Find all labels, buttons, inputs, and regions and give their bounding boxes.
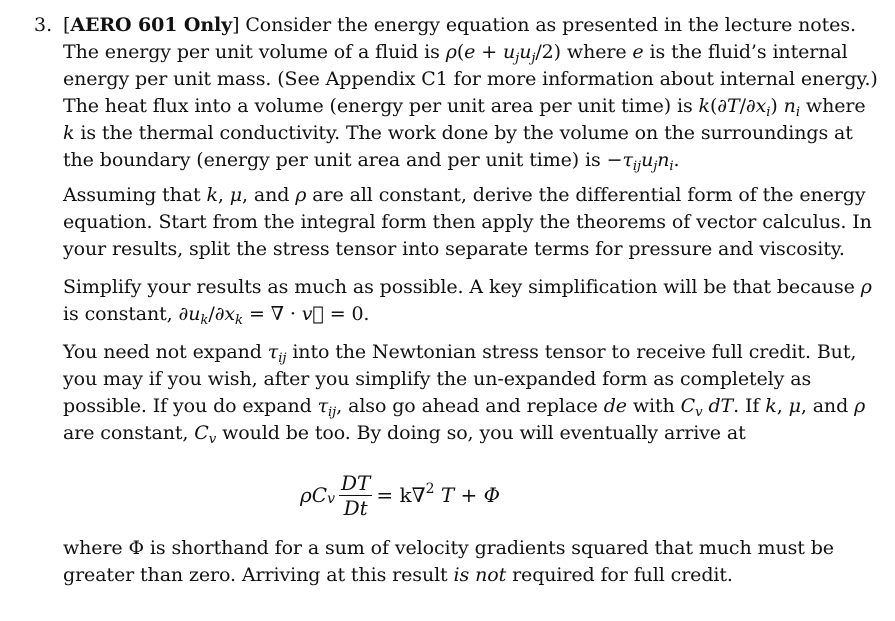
text-run: u <box>188 303 201 325</box>
text-run: (∂ <box>709 95 728 117</box>
text-run: you may if you wish, after you simplify the un-expanded form as completely as <box>63 368 812 390</box>
text-run: τ <box>267 341 279 363</box>
fraction-numerator: DT <box>340 470 371 495</box>
equation-rhs: = k∇ <box>376 483 426 507</box>
text-run: ) <box>770 95 784 117</box>
text-run: ρ <box>295 184 307 206</box>
text-run: e <box>464 41 476 63</box>
text-run: would be too. By doing so, you will eventually arrive at <box>216 422 746 444</box>
text-run: is constant, ∂ <box>63 303 189 325</box>
text-run: k <box>206 184 218 206</box>
text-run: your results, split the stress tensor into separate terms for pressure and viscosity. <box>63 238 845 260</box>
text-run: j <box>653 158 658 174</box>
text-run: v <box>695 404 703 420</box>
paragraph-conclusion <box>63 535 863 589</box>
text-run: are all constant, derive the differential form of the energy <box>306 184 866 206</box>
text-run: x <box>224 303 236 325</box>
paragraph-expansion <box>63 339 866 447</box>
text-run: i <box>795 104 800 120</box>
text-run: , also go ahead and replace <box>336 395 604 417</box>
text-run: k <box>200 312 209 328</box>
text-run: /2) where <box>535 41 633 63</box>
text-run: are constant, <box>63 422 195 444</box>
text-run: de <box>603 395 627 417</box>
text-run: x <box>755 95 767 117</box>
text-run: μ <box>229 184 243 206</box>
text-run: AERO 601 Only <box>70 14 233 36</box>
text-line <box>63 147 863 174</box>
text-line <box>63 66 878 93</box>
paragraph-simplify <box>63 274 872 328</box>
text-run: equation. Start from the integral form then apply the theorems of vector calculus. In <box>63 211 872 233</box>
equation-rhs-tail: T + Φ <box>440 483 501 507</box>
text-run: ij <box>328 404 337 420</box>
text-line <box>63 236 863 263</box>
text-run: v <box>208 431 217 447</box>
text-run: , <box>217 184 230 206</box>
text-run: ij <box>632 158 642 174</box>
text-run: dT <box>708 395 734 417</box>
equation-fraction <box>339 471 372 520</box>
text-run: is the thermal conductivity. The work done by the volume on the surroundings at <box>74 122 853 144</box>
text-run: j <box>515 50 520 66</box>
text-line <box>63 301 863 328</box>
text-run: v⃗ <box>301 303 324 325</box>
text-run: [ <box>63 14 71 36</box>
text-line <box>63 182 866 209</box>
text-run: ρ <box>445 41 457 63</box>
text-run: k <box>63 122 75 144</box>
text-run: the boundary (energy per unit area and per unit time) is − <box>63 149 623 171</box>
text-run: with <box>626 395 681 417</box>
text-run: = 0. <box>323 303 370 325</box>
text-run: k <box>698 95 710 117</box>
text-run: i <box>766 104 771 120</box>
text-run: The heat flux into a volume (energy per unit area per unit time) is <box>63 95 699 117</box>
text-line <box>63 420 863 447</box>
text-run: . If <box>733 395 766 417</box>
text-line <box>63 366 863 393</box>
text-run: /∂ <box>208 303 225 325</box>
text-run: u <box>641 149 654 171</box>
text-run: k <box>765 395 777 417</box>
text-run: j <box>531 50 536 66</box>
text-run: You need not expand <box>63 341 268 363</box>
text-run: is the fluid’s internal <box>643 41 848 63</box>
text-run: , and <box>800 395 855 417</box>
text-run: C <box>194 422 209 444</box>
text-line <box>63 209 872 236</box>
text-run: n <box>657 149 670 171</box>
text-run: n <box>783 95 796 117</box>
text-run: τ <box>317 395 329 417</box>
equation-lhs: ρC <box>300 483 328 507</box>
fraction-denominator: Dt <box>343 495 368 520</box>
question-number: 3. <box>34 14 53 36</box>
text-line <box>63 339 863 366</box>
energy-equation: ρC $_v$ $\frac{DT}{Dt}$ = k∇ $^2$ T + Φ <box>300 470 501 520</box>
text-run: ] Consider the energy equation as presented in the lecture notes. <box>232 14 856 36</box>
text-run: u <box>519 41 532 63</box>
text-run: , and <box>242 184 296 206</box>
text-run: where <box>799 95 866 117</box>
text-run: ij <box>278 350 287 366</box>
text-run: Assuming that <box>63 184 207 206</box>
text-run: = ∇ · <box>243 303 302 325</box>
text-run: greater than zero. Arriving at this result <box>63 564 454 586</box>
text-line <box>63 12 863 39</box>
text-run: C <box>680 395 696 417</box>
equation-lhs-subscript: v <box>327 491 335 508</box>
text-run: /∂ <box>739 95 756 117</box>
text-run: i <box>669 158 674 174</box>
text-line <box>63 93 866 120</box>
text-run: . <box>673 149 680 171</box>
text-line <box>63 393 866 420</box>
text-run: energy per unit mass. (See Appendix C1 for more information about internal energy.) <box>63 68 878 90</box>
paragraph-assumptions <box>63 182 872 263</box>
text-run: ( <box>456 41 465 63</box>
text-run: possible. If you do expand <box>63 395 318 417</box>
text-line <box>63 535 863 562</box>
text-run: , <box>776 395 789 417</box>
text-run: The energy per unit volume of a fluid is <box>63 41 446 63</box>
text-run: τ <box>622 149 633 171</box>
text-run: Simplify your results as much as possible. A key simplification will be that because <box>63 276 861 298</box>
text-run: is not <box>453 564 507 586</box>
text-run: u <box>503 41 516 63</box>
text-run: μ <box>788 395 801 417</box>
text-line <box>63 120 863 147</box>
text-run: + <box>475 41 504 63</box>
text-run: ρ <box>860 276 872 298</box>
text-line <box>63 274 872 301</box>
text-run: required for full credit. <box>506 564 733 586</box>
text-run: k <box>235 312 244 328</box>
text-run: T <box>727 95 740 117</box>
text-run: into the Newtonian stress tensor to receive full credit. But, <box>286 341 857 363</box>
paragraph-intro <box>63 12 878 174</box>
text-run: ρ <box>854 395 866 417</box>
text-line <box>63 562 863 589</box>
text-run: where Φ is shorthand for a sum of velocity gradients squared that much must be <box>63 537 834 559</box>
text-line <box>63 39 863 66</box>
text-run: e <box>632 41 644 63</box>
